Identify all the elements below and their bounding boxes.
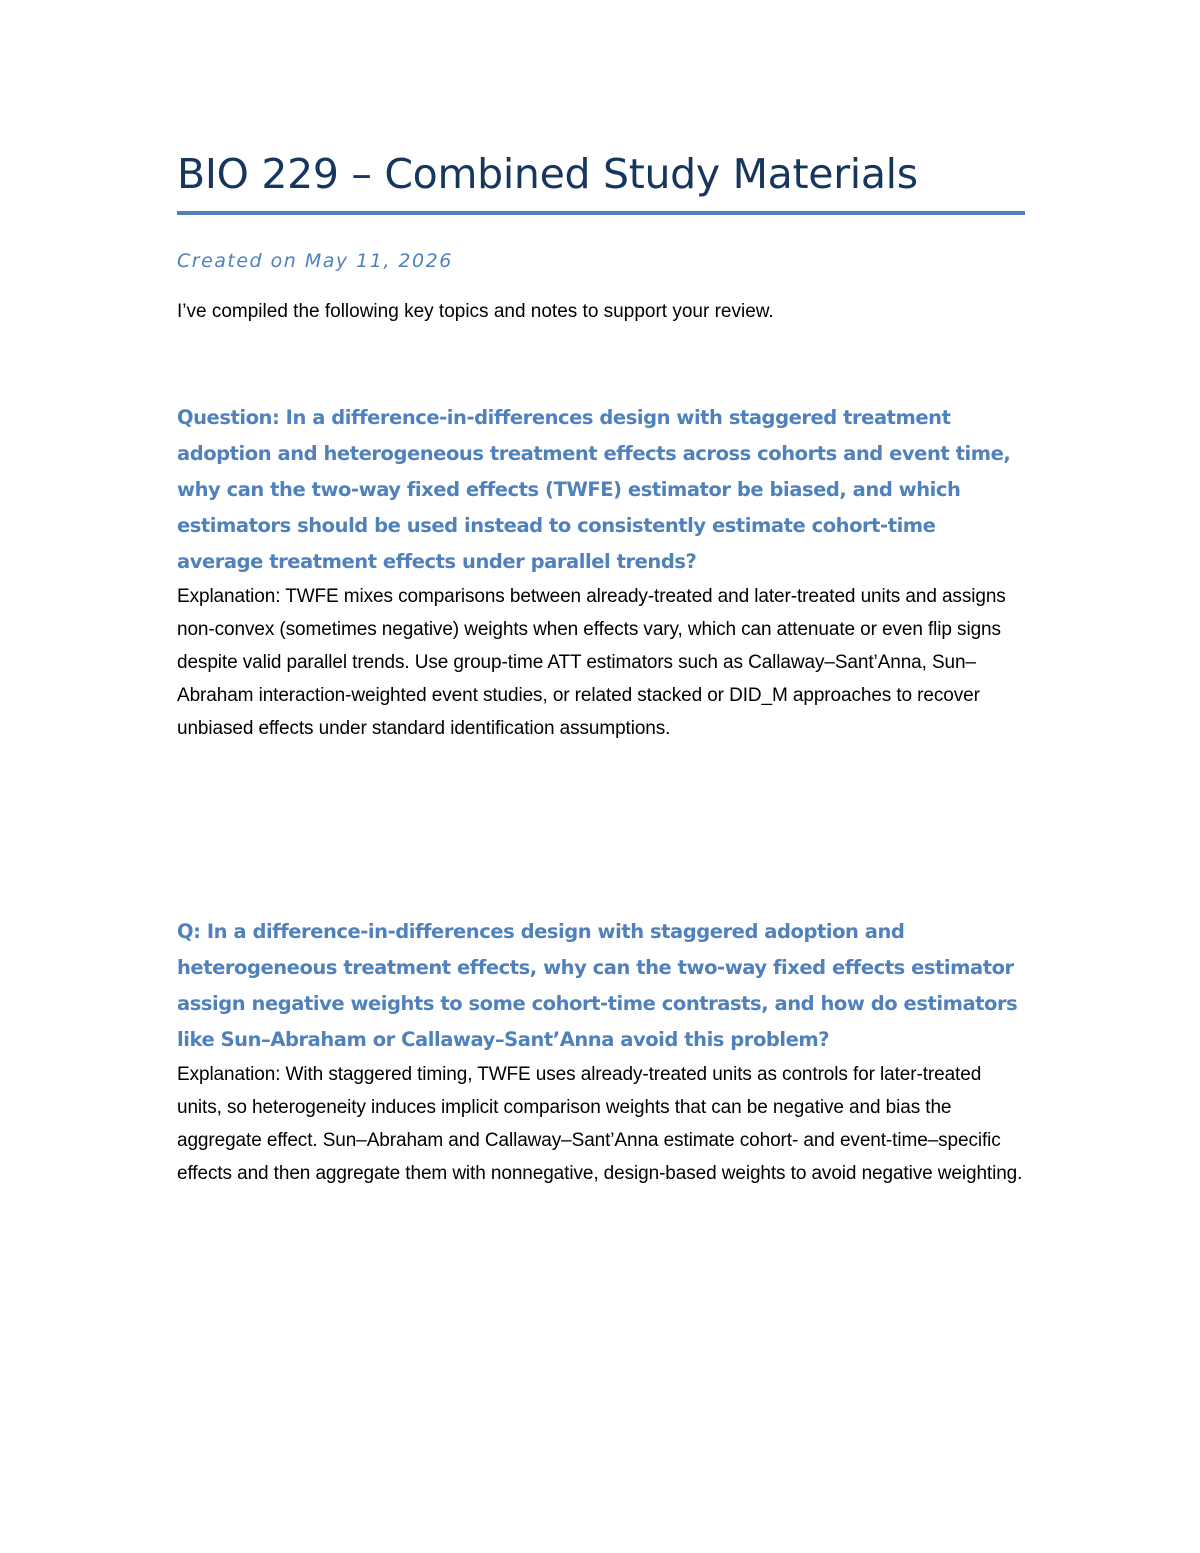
qa-item-1 — [177, 400, 1025, 745]
question-heading-1: Question: In a difference-in-differences design with staggered treatment adoption and heterogeneous treatment effects across cohorts and event time, why can the two-way fixed effects (TWFE) estimator be biased, and which estimators should be used instead to consistently estimate cohort-time average treatment effects under parallel trends? — [177, 406, 1011, 573]
document-title: BIO 229 – Combined Study Materials — [177, 150, 918, 198]
explanation-paragraph-2: Explanation: With staggered timing, TWFE uses already-treated units as controls for later-treated units, so heterogeneity induces implicit comparison weights that can be negative and bias the aggregate effect. Sun–Abraham and Callaway–Sant’Anna estimate cohort- and event-time–specific effects and then aggregate them with nonnegative, design-based weights to avoid negative weighting. — [177, 1064, 1023, 1184]
document-body — [177, 146, 1025, 1184]
created-date: Created on May 11, 2026 — [177, 250, 453, 272]
intro-paragraph: I’ve compiled the following key topics and notes to support your review. — [177, 301, 774, 322]
question-heading-2: Q: In a difference-in-differences design with staggered adoption and heterogeneous treatment effects, why can the two-way fixed effects estimator assign negative weights to some cohort-time contrasts, and how do estimators like Sun–Abraham or Callaway–Sant’Anna avoid this problem? — [177, 920, 1018, 1051]
title-underline — [177, 211, 1025, 215]
explanation-paragraph-1: Explanation: TWFE mixes comparisons between already-treated and later-treated units and assigns non-convex (sometimes negative) weights when effects vary, which can attenuate or even flip signs despite valid parallel trends. Use group-time ATT estimators such as Callaway–Sant’Anna, Sun–Abraham interaction-weighted event studies, or related stacked or DID_M approaches to recover unbiased effects under standard identification assumptions. — [177, 586, 1006, 739]
qa-item-2 — [177, 914, 1025, 1190]
